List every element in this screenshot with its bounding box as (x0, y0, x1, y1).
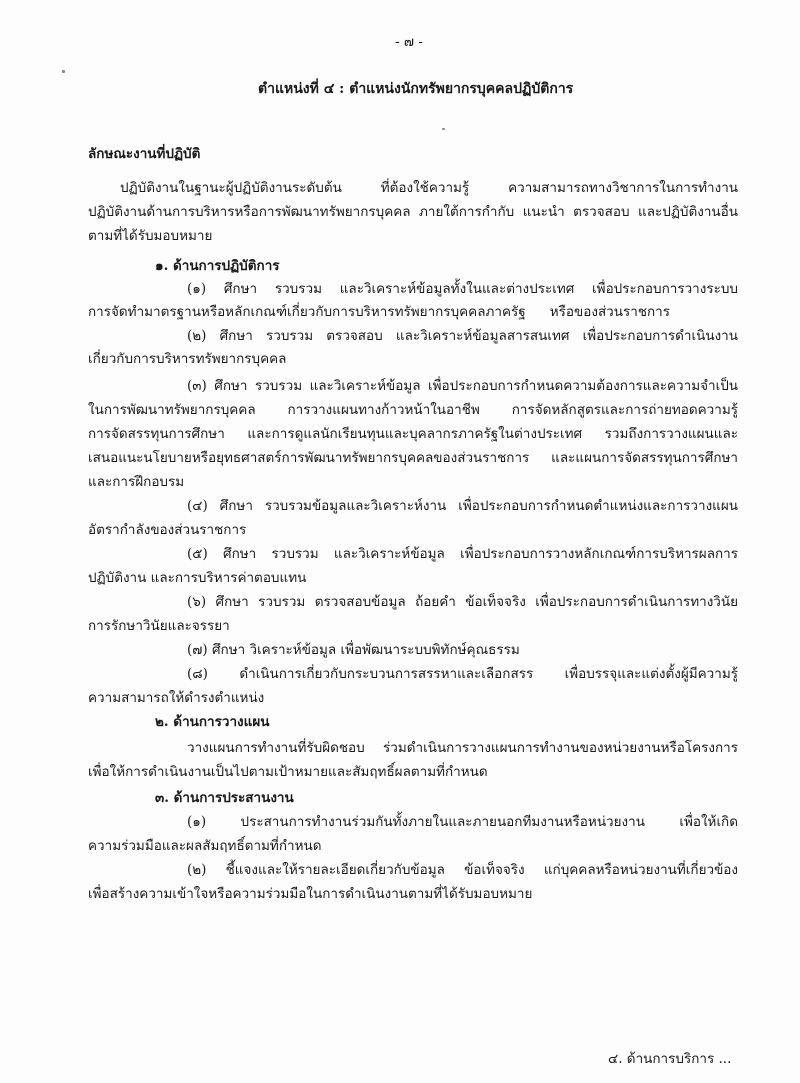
document-title: ตำแหน่งที่ ๔ : ตำแหน่งนักทรัพยากรบุคคลปฏิบัติการ (258, 81, 574, 97)
sec1-item3-line3: การจัดสรรทุนการศึกษา และการดูแลนักเรียนทุนและบุคลากรภาครัฐในต่างประเทศ รวมถึงการวางแผนและ (88, 426, 738, 442)
sec1-item3-line1: (๓) ศึกษา รวบรวม และวิเคราะห์ข้อมูล เพื่อประกอบการกำหนดความต้องการและความจำเป็น (187, 378, 738, 394)
sec1-item5-line2: ปฏิบัติงาน และการบริหารค่าตอบแทน (88, 570, 307, 586)
sec2-body-line2: เพื่อให้การดำเนินงานเป็นไปตามเป้าหมายและสัมฤทธิ์ผลตามที่กำหนด (88, 764, 488, 780)
sec1-item8-line1: (๘) ดำเนินการเกี่ยวกับกระบวนการสรรหาและเลือกสรร เพื่อบรรจุและแต่งตั้งผู้มีความรู้ (187, 666, 738, 682)
sec1-heading: ๑. ด้านการปฏิบัติการ (155, 258, 280, 274)
sec2-heading: ๒. ด้านการวางแผน (155, 714, 270, 730)
section-heading: ลักษณะงานที่ปฏิบัติ (88, 146, 201, 162)
sec1-item6-line2: การรักษาวินัยและจรรยา (88, 618, 230, 634)
sec1-item6-line1: (๖) ศึกษา รวบรวม ตรวจสอบข้อมูล ถ้อยคำ ข้อเท็จจริง เพื่อประกอบการดำเนินการทางวินัย (187, 594, 738, 610)
sec1-item5-line1: (๕) ศึกษา รวบรวม และวิเคราะห์ข้อมูล เพื่อประกอบการวางหลักเกณฑ์การบริหารผลการ (187, 546, 738, 562)
sec3-item2-line1: (๒) ชี้แจงและให้รายละเอียดเกี่ยวกับข้อมูล ข้อเท็จจริง แก่บุคคลหรือหน่วยงานที่เกี่ยวข้อง (187, 862, 738, 878)
sec1-item1-line1: (๑) ศึกษา รวบรวม และวิเคราะห์ข้อมูลทั้งในและต่างประเทศ เพื่อประกอบการวางระบบ (187, 281, 738, 297)
sec3-item1-line1: (๑) ประสานการทำงานร่วมกันทั้งภายในและภายนอกทีมงานหรือหน่วยงาน เพื่อให้เกิด (187, 814, 738, 830)
sec1-item3-line4: เสนอแนะนโยบายหรือยุทธศาสตร์การพัฒนาทรัพยากรบุคคลของส่วนราชการ และแผนการจัดสรรทุนการศึกษา (88, 450, 738, 466)
sec1-item3-line2: ในการพัฒนาทรัพยากรบุคคล การวางแผนทางก้าวหน้าในอาชีพ การจัดหลักสูตรและการถ่ายทอดความรู้ (88, 402, 738, 418)
page-number: - ๗ - (395, 34, 423, 50)
sec3-item2-line2: เพื่อสร้างความเข้าใจหรือความร่วมมือในการดำเนินงานตามที่ได้รับมอบหมาย (88, 886, 533, 902)
sec1-item2-line2: เกี่ยวกับการบริหารทรัพยากรบุคคล (88, 351, 287, 367)
intro-line-2: ปฏิบัติงานด้านการบริหารหรือการพัฒนาทรัพยากรบุคคล ภายใต้การกำกับ แนะนำ ตรวจสอบ และปฏิบัติงานอื่น (88, 204, 738, 220)
sec3-item1-line2: ความร่วมมือและผลสัมฤทธิ์ตามที่กำหนด (88, 838, 322, 854)
scan-mark (62, 70, 65, 73)
sec1-item3-line5: และการฝึกอบรม (88, 474, 185, 490)
sec1-item8-line2: ความสามารถให้ดำรงตำแหน่ง (88, 690, 265, 706)
sec1-item7: (๗) ศึกษา วิเคราะห์ข้อมูล เพื่อพัฒนาระบบพิทักษ์คุณธรรม (187, 642, 520, 658)
scan-mark (442, 128, 445, 130)
intro-line-3: ตามที่ได้รับมอบหมาย (88, 228, 213, 244)
sec1-item2-line1: (๒) ศึกษา รวบรวม ตรวจสอบ และวิเคราะห์ข้อมูลสารสนเทศ เพื่อประกอบการดำเนินงาน (187, 328, 738, 344)
sec3-heading: ๓. ด้านการประสานงาน (155, 790, 294, 806)
sec1-item4-line2: อัตรากำลังของส่วนราชการ (88, 522, 247, 538)
intro-line-1: ปฏิบัติงานในฐานะผู้ปฏิบัติงานระดับต้น ที่ต้องใช้ความรู้ ความสามารถทางวิชาการในการทำงาน (120, 180, 738, 196)
next-page-reference: ๔. ด้านการบริการ ... (608, 1051, 732, 1067)
sec1-item4-line1: (๔) ศึกษา รวบรวมข้อมูลและวิเคราะห์งาน เพื่อประกอบการกำหนดตำแหน่งและการวางแผน (187, 498, 738, 514)
sec1-item1-line2: การจัดทำมาตรฐานหรือหลักเกณฑ์เกี่ยวกับการบริหารทรัพยากรบุคคลภาครัฐ หรือของส่วนราชการ (88, 304, 670, 320)
sec2-body-line1: วางแผนการทำงานที่รับผิดชอบ ร่วมดำเนินการวางแผนการทำงานของหน่วยงานหรือโครงการ (187, 740, 738, 756)
